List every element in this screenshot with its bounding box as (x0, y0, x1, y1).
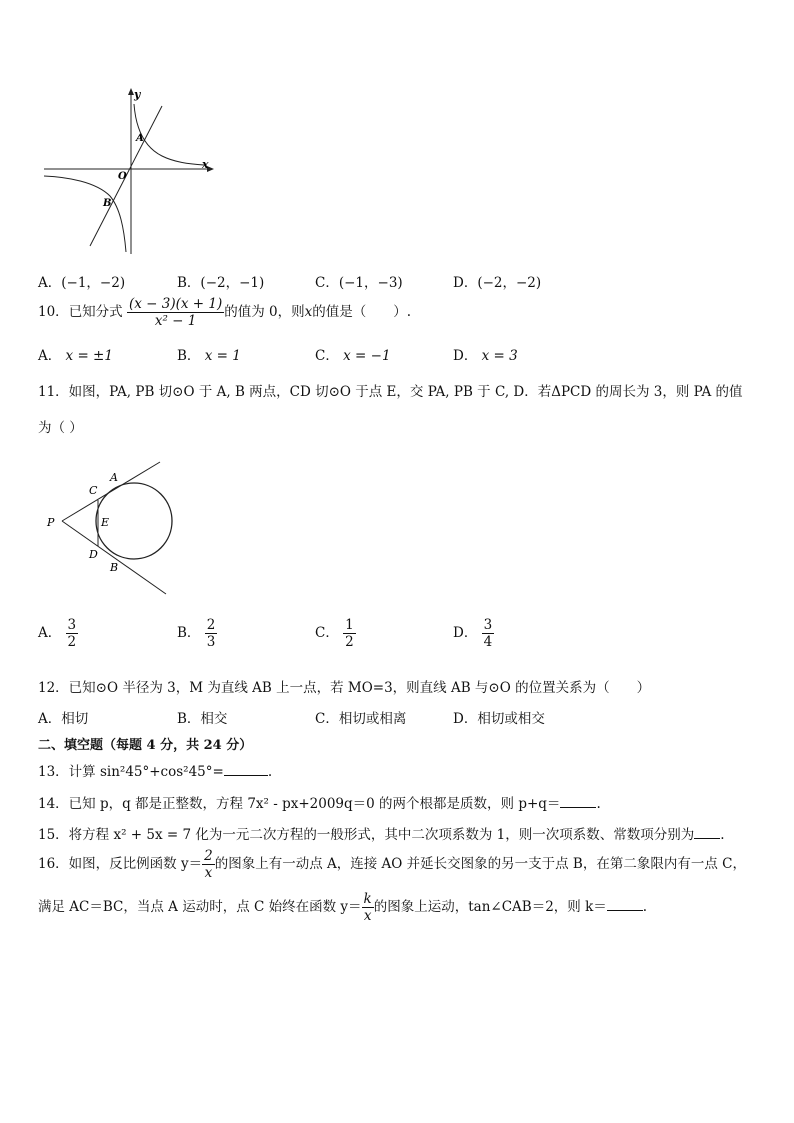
section-2-title: 二、填空题（每题 4 分，共 24 分） (38, 738, 253, 753)
label-c: C (89, 484, 98, 497)
q16-fraction-2: $\frac{k}{x}$ (363, 891, 372, 925)
q11-option-b[interactable]: B． $\frac{2}{3}$ (177, 617, 216, 651)
q10-option-c[interactable]: C． x = −1 (315, 348, 391, 364)
question-10 (38, 297, 411, 328)
label-p: P (47, 516, 55, 529)
label-e: E (101, 516, 110, 529)
q10-prefix: 已知分式 (68, 304, 123, 321)
q10-var: x (304, 304, 313, 321)
origin-label: O (118, 171, 127, 182)
tangent-pb (62, 521, 166, 594)
q11-circle-figure (40, 458, 180, 600)
q14-answer-blank[interactable] (560, 796, 596, 808)
q9-option-a[interactable]: A．(−1，−2) (38, 275, 126, 291)
point-a-label: A (136, 133, 144, 144)
q15-answer-blank[interactable] (694, 827, 720, 839)
q13-answer-blank[interactable] (224, 764, 268, 776)
label-d: D (89, 548, 98, 561)
question-16-line1: 16．如图，反比例函数 y＝ $\frac{2}{x}$ 的图象上有一动点 A，连接 AO 并延长交图象的另一支于点 B，在第二象限内有一点 C， (38, 848, 746, 882)
q10-option-b[interactable]: B． x = 1 (177, 348, 241, 364)
q9-option-b[interactable]: B．(−2，−1) (177, 275, 265, 291)
q10-fraction-numerator: (x − 3)(x + 1) (128, 296, 223, 312)
y-axis-label: y (134, 88, 141, 101)
label-a: A (110, 471, 118, 484)
question-14: 14．已知 p，q 都是正整数，方程 7x² - px+2009q＝0 的两个根都是质数，则 p+q＝ . (38, 796, 601, 812)
x-axis-label: x (202, 158, 209, 171)
q10-suffix: 的值是（ ）. (312, 304, 412, 321)
q12-option-a[interactable]: A．相切 (38, 711, 89, 727)
q16-answer-blank[interactable] (607, 899, 643, 911)
question-11-line2: 为（ ） (38, 420, 83, 436)
question-15: 15．将方程 x² + 5x = 7 化为一元二次方程的一般形式，其中二次项系数为 1，则一次项系数、常数项分别为 . (38, 827, 725, 843)
question-11-line1: 11．如图，PA, PB 切⊙O 于 A, B 两点，CD 切⊙O 于点 E，交 PA, PB 于 C, D．若ΔPCD 的周长为 3，则 PA 的值 (38, 384, 743, 400)
q10-fraction (127, 297, 224, 328)
q9-graph-figure (38, 86, 228, 256)
q10-number: 10． (38, 304, 69, 321)
hyperbola-branch-q1 (134, 104, 204, 165)
q9-option-c[interactable]: C．(−1，−3) (315, 275, 403, 291)
q10-option-d[interactable]: D． x = 3 (453, 348, 518, 364)
q12-option-c[interactable]: C．相切或相离 (315, 711, 407, 727)
q11-option-c[interactable]: C． $\frac{1}{2}$ (315, 617, 354, 651)
q16-fraction-1: $\frac{2}{x}$ (204, 848, 213, 882)
q9-option-d[interactable]: D．(−2，−2) (453, 275, 542, 291)
question-13: 13．计算 sin²45°+cos²45°= . (38, 764, 273, 780)
q12-option-d[interactable]: D．相切或相交 (453, 711, 545, 727)
q10-middle: 的值为 0，则 (224, 304, 305, 321)
q11-option-d[interactable]: D． $\frac{3}{4}$ (453, 617, 493, 651)
q10-option-a[interactable]: A． x = ±1 (38, 348, 113, 364)
q12-option-b[interactable]: B．相交 (177, 711, 228, 727)
question-16-line2: 满足 AC＝BC，当点 A 运动时，点 C 始终在函数 y＝ $\frac{k}{x}$ 的图象上运动，tan∠CAB＝2，则 k＝ . (38, 891, 648, 925)
q11-option-a[interactable]: A． $\frac{3}{2}$ (38, 617, 77, 651)
point-b-label: B (103, 198, 112, 209)
hyperbola-branch-q3 (44, 176, 126, 252)
question-12: 12．已知⊙O 半径为 3，M 为直线 AB 上一点，若 MO=3，则直线 AB 与⊙O 的位置关系为（ ） (38, 680, 651, 696)
q10-fraction-denominator: x² − 1 (154, 313, 197, 330)
label-b: B (110, 561, 119, 574)
